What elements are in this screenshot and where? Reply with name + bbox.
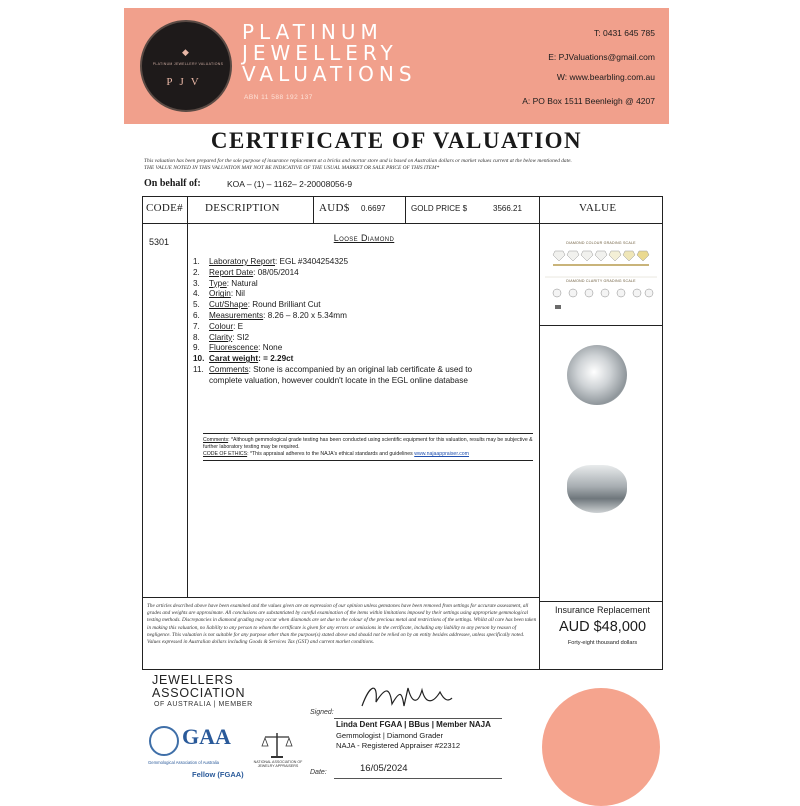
signature-line [334, 718, 502, 719]
footnote-divider [143, 597, 539, 598]
header-divider [143, 223, 662, 224]
date-line [334, 778, 502, 779]
header-description: DESCRIPTION [205, 202, 280, 214]
list-item: 1. Laboratory Report: EGL #3404254325 [193, 257, 348, 266]
certificate-title: CERTIFICATE OF VALUATION [210, 128, 583, 153]
naja-link[interactable]: www.najaappraiser.com [414, 451, 470, 457]
intro-line: This valuation has been prepared for the sole purpose of insurance replacement at a bricks and mortar store and is based on Australian dollars or market values current at the below mentioned date. [144, 158, 572, 164]
behalf-value: KOA – (1) – 1162– 2-20008056-9 [227, 179, 353, 189]
section-title: Loose Diamond [333, 233, 395, 243]
signer-role: Gemmologist | Diamond Grader [336, 731, 444, 740]
list-item: 2. Report Date: 08/05/2014 [193, 267, 299, 277]
column-divider [313, 197, 314, 223]
handwritten-signature [356, 678, 456, 714]
logo-initials: PJV [166, 76, 206, 88]
insurance-value: AUD $48,000 [558, 619, 647, 635]
contact-email: E: PJValuations@gmail.com [548, 52, 655, 62]
footnote-disclaimer: The articles described above have been examined and the values given are an expression of our opinion unless gemstones have been removed from settings for accurate assessment, all grades and weights are approximate. All conclusions are substantiated by careful examination of the items within limitations imposed by their settings using appropriate gemmological testing methods. Discrepancies in diamond grading may occur when diamonds are set due to the colour of the precious metal and restrictions of the settings. Whilst all care has been taken in making this valuation, no liability to any person to whom the certificate is given for any errors or omissions in the certificate, including any liability to any person by reason of negligence. This valuation is not suitable for any purpose other than the purpose(s) stated above and should not be relied on by an entity besides addressee, unless specifically noted. Values expressed in Australian dollars including Goods & Services Tax (GST) and current market conditions. [147, 603, 537, 646]
header-value: VALUE [579, 202, 617, 214]
contact-website: W: www.bearbling.com.au [556, 72, 655, 82]
signed-label: Signed: [310, 709, 334, 716]
list-item: 6. Measurements: 8.26 – 8.20 x 5.34mm [193, 310, 347, 320]
insurance-words: Forty-eight thousand dollars [567, 640, 638, 646]
list-item: 5. Cut/Shape: Round Brilliant Cut [193, 300, 321, 310]
gaa-fellow: Fellow (FGAA) [192, 770, 244, 779]
column-divider [539, 197, 540, 669]
date-label: Date: [310, 769, 327, 776]
ja-line: ASSOCIATION [152, 686, 246, 700]
item-code: 5301 [149, 237, 170, 247]
grading-scale-chart [545, 233, 657, 319]
column-divider [187, 197, 188, 597]
colour-scale-title: DIAMOND COLOUR GRADING SCALE [566, 241, 636, 245]
brand-line: PLATINUM [242, 20, 383, 44]
brand-line: VALUATIONS [242, 62, 417, 86]
certificate-page [124, 8, 669, 794]
brand-name [242, 22, 417, 85]
letterhead [124, 8, 669, 124]
abn-number: ABN 11 588 192 137 [244, 94, 313, 101]
gaa-subtitle: Gemmological Association of Australia [148, 760, 219, 765]
clarity-scale-title: DIAMOND CLARITY GRADING SCALE [566, 279, 636, 283]
valuation-table [142, 196, 663, 670]
embossed-seal [542, 688, 660, 806]
diamond-top-view [567, 345, 627, 405]
certificate-date: 16/05/2024 [360, 763, 408, 774]
list-item: 3. Type: Natural [193, 278, 258, 288]
scales-of-justice-icon [260, 730, 294, 760]
list-item: 8. Clarity: SI2 [193, 332, 250, 342]
ja-subtitle: OF AUSTRALIA | MEMBER [154, 701, 253, 708]
list-item: 4. Origin: Nil [193, 289, 245, 299]
list-item: 11. Comments: Stone is accompanied by an original lab certificate & used to complete valuation, however couldn't locate in the EGL online database [193, 364, 473, 385]
comments-box [203, 433, 533, 461]
gaa-emblem-icon [149, 726, 179, 756]
header-code: CODE# [146, 202, 183, 214]
gaa-logo-text: GAA [182, 724, 231, 749]
column-divider [405, 197, 406, 223]
item-list [193, 257, 493, 387]
brand-line: JEWELLERY [242, 41, 398, 65]
logo-tagline: PLATINUM JEWELLERY VALUATIONS [152, 62, 224, 66]
pjv-logo [140, 20, 232, 112]
header-aud-value: 0.6697 [361, 204, 386, 213]
header-gold-value: 3566.21 [493, 204, 522, 213]
list-item: 10. Carat weight: = 2.29ct [193, 354, 294, 364]
intro-line: THE VALUE NOTED IN THIS VALUATION MAY NOT BE INDICATIVE OF THE USUAL MARKET OR SALE PRICE OF THIS ITEM* [144, 165, 440, 172]
list-item: 9. Fluorescence: None [193, 343, 283, 353]
insurance-label: Insurance Replacement [554, 605, 651, 615]
header-gold-label: GOLD PRICE $ [411, 204, 468, 213]
naja-subtitle: NATIONAL ASSOCIATION OF JEWELRY APPRAISERS [253, 760, 303, 769]
diamond-icon: ◆ [182, 47, 189, 57]
diamond-side-view [567, 465, 627, 513]
behalf-label: On behalf of: [144, 178, 201, 189]
header-aud-label: AUD$ [319, 202, 350, 214]
list-item: 7. Colour: E [193, 321, 244, 331]
jewellers-association-logo [152, 674, 245, 700]
grading-scale-graphic [545, 233, 657, 319]
signer-registration: NAJA - Registered Appraiser #22312 [336, 741, 461, 750]
value-divider [539, 325, 662, 326]
intro-text [144, 158, 664, 173]
ethics-note: CODE OF ETHICS: *This appraisal adheres to the NAJA's ethical standards and guidelines www.najaappraiser.com [203, 451, 470, 457]
contact-phone: T: 0431 645 785 [594, 28, 655, 38]
signer-name: Linda Dent FGAA | BBus | Member NAJA [336, 720, 491, 729]
ja-line: JEWELLERS [152, 673, 234, 687]
contact-address: A: PO Box 1511 Beenleigh @ 4207 [522, 96, 655, 106]
comments-note: Comments: *Although gemmological grade testing has been conducted using scientific equipment for this valuation, results may be subjective & further laboratory testing may be required. [203, 437, 533, 450]
insurance-divider [539, 601, 662, 602]
